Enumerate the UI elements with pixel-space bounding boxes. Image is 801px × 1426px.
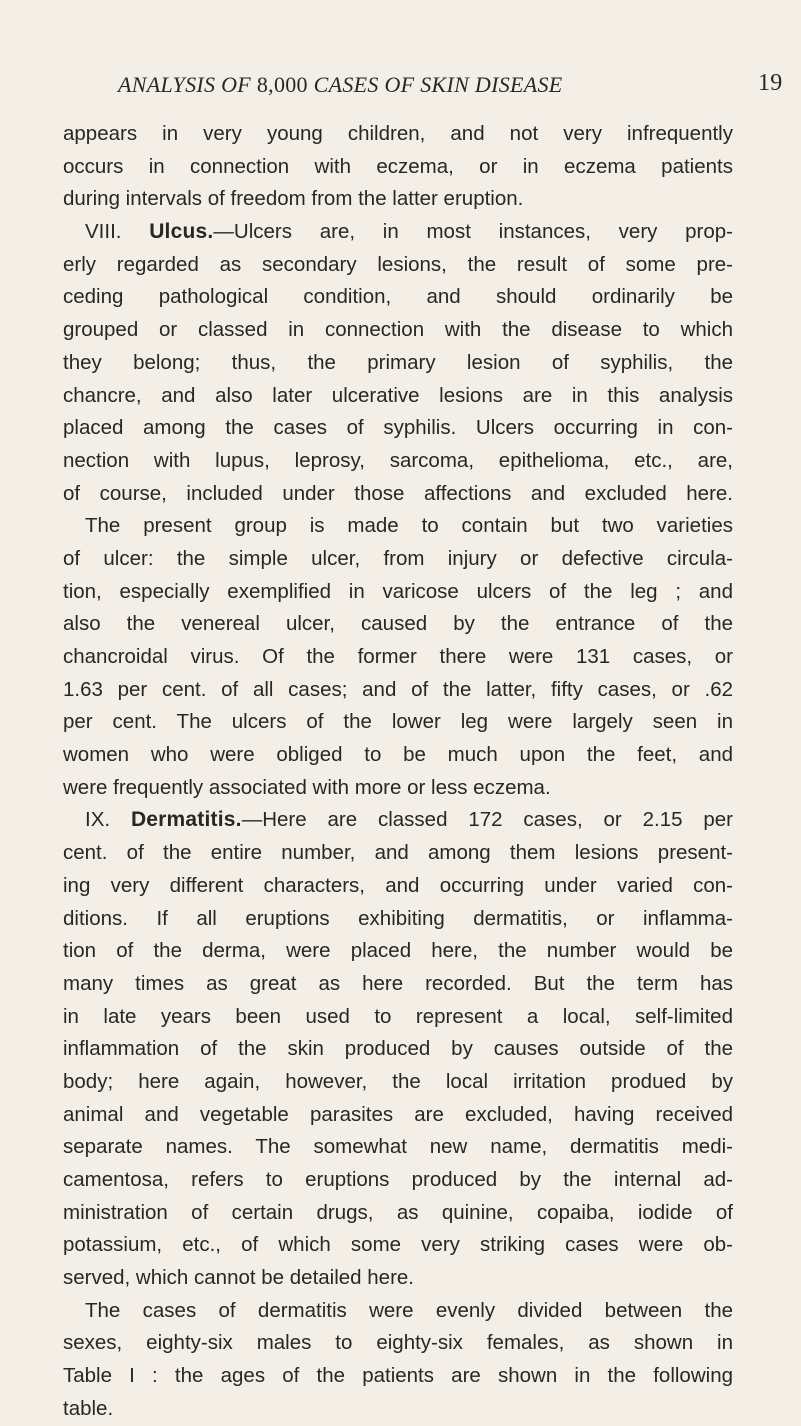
- line-text: nection with lupus, leprosy, sarcoma, epithelioma, etc., are,: [63, 448, 733, 472]
- text-line: [63, 674, 733, 707]
- text-line: [63, 314, 733, 347]
- line-text: occurs in connection with eczema, or in eczema patients: [63, 154, 733, 178]
- line-text: women who were obliged to be much upon the feet, and: [63, 743, 733, 767]
- text-line: [63, 1131, 733, 1164]
- text-line: [63, 706, 733, 739]
- line-text: Table I : the ages of the patients are shown in the following: [63, 1364, 733, 1388]
- text-line: [63, 216, 733, 249]
- line-text: served, which cannot be detailed here.: [63, 1266, 415, 1290]
- body-text: [63, 118, 733, 1426]
- line-text: chancre, and also later ulcerative lesions are in this analysis: [63, 383, 733, 407]
- header-title-part2: CASES OF SKIN DISEASE: [307, 72, 563, 97]
- line-text: in late years been used to represent a local, self-limited: [63, 1004, 733, 1028]
- line-text: they belong; thus, the primary lesion of syphilis, the: [63, 350, 733, 374]
- text-line: [63, 1164, 733, 1197]
- line-text: of course, included under those affections and excluded here.: [63, 481, 733, 505]
- text-line: [63, 1197, 733, 1230]
- line-text: placed among the cases of syphilis. Ulcers occurring in con-: [63, 416, 733, 440]
- line-text: were frequently associated with more or less eczema.: [63, 775, 551, 799]
- text-line: [63, 641, 733, 674]
- running-header: [118, 70, 783, 98]
- text-line: [63, 1033, 733, 1066]
- line-text: erly regarded as secondary lesions, the result of some pre-: [63, 252, 733, 276]
- line-text: tion of the derma, were placed here, the number would be: [63, 939, 733, 963]
- text-line: [63, 837, 733, 870]
- text-line: [63, 1099, 733, 1132]
- line-text: also the venereal ulcer, caused by the entrance of the: [63, 612, 733, 636]
- line-text: camentosa, refers to eruptions produced by the internal ad-: [63, 1168, 733, 1191]
- line-text: ceding pathological condition, and should ordinarily be: [63, 285, 733, 309]
- text-line: [63, 804, 733, 837]
- page-number: 19: [758, 70, 783, 96]
- text-line: [63, 1229, 733, 1262]
- text-line: [63, 281, 733, 314]
- text-line: [63, 1393, 733, 1426]
- line-text: body; here again, however, the local irritation produed by: [63, 1069, 733, 1093]
- text-line: [63, 1066, 733, 1099]
- text-line: [63, 935, 733, 968]
- line-text: tion, especially exemplified in varicose ulcers of the leg ; and: [63, 579, 733, 603]
- text-line: [63, 478, 733, 511]
- section-heading: Ulcus.: [149, 220, 214, 244]
- header-title-count: 8,000: [256, 72, 308, 97]
- text-line: [63, 1360, 733, 1393]
- text-line: [63, 739, 733, 772]
- text-line: [63, 347, 733, 380]
- line-text: sexes, eighty-six males to eighty-six females, as shown in: [63, 1331, 733, 1355]
- text-line: [63, 445, 733, 478]
- text-line: [63, 1327, 733, 1360]
- line-text: —Here are classed 172 cases, or 2.15 per: [241, 808, 733, 832]
- text-line: [63, 380, 733, 413]
- line-text: per cent. The ulcers of the lower leg were largely seen in: [63, 710, 733, 734]
- line-text: ing very different characters, and occurring under varied con-: [63, 873, 733, 897]
- line-text: animal and vegetable parasites are excluded, having received: [63, 1102, 733, 1126]
- text-line: [63, 903, 733, 936]
- text-line: [63, 249, 733, 282]
- line-text: 1.63 per cent. of all cases; and of the latter, fifty cases, or .62: [63, 677, 733, 701]
- line-text: inflammation of the skin produced by causes outside of the: [63, 1037, 733, 1061]
- line-text: table.: [63, 1396, 114, 1420]
- line-text: potassium, etc., of which some very striking cases were ob-: [63, 1233, 733, 1257]
- text-line: [63, 543, 733, 576]
- line-text: cent. of the entire number, and among them lesions present-: [63, 841, 733, 865]
- line-text: —Ulcers are, in most instances, very prop-: [213, 220, 733, 244]
- header-title-part1: ANALYSIS OF: [118, 72, 257, 97]
- line-text: chancroidal virus. Of the former there were 131 cases, or: [63, 645, 733, 668]
- line-text: ministration of certain drugs, as quinine, copaiba, iodide of: [63, 1200, 733, 1224]
- section-number: VIII.: [85, 220, 150, 244]
- text-line: [63, 1262, 733, 1295]
- line-text: ditions. If all eruptions exhibiting dermatitis, or inflamma-: [63, 906, 733, 930]
- text-line: [63, 608, 733, 641]
- text-line: [63, 412, 733, 445]
- section-heading: Dermatitis.: [130, 808, 242, 832]
- text-line: [63, 151, 733, 184]
- text-line: [63, 870, 733, 903]
- line-text: grouped or classed in connection with the disease to which: [63, 318, 733, 342]
- text-line: [63, 772, 733, 805]
- text-line: [63, 968, 733, 1001]
- line-text: The cases of dermatitis were evenly divided between the: [85, 1298, 733, 1322]
- line-text: separate names. The somewhat new name, dermatitis medi-: [63, 1135, 733, 1159]
- line-text: many times as great as here recorded. But the term has: [63, 971, 733, 995]
- text-line: [63, 510, 733, 543]
- text-line: [63, 183, 733, 216]
- line-text: of ulcer: the simple ulcer, from injury or defective circula-: [63, 546, 733, 570]
- line-text: during intervals of freedom from the latter eruption.: [63, 187, 524, 211]
- text-line: [63, 118, 733, 151]
- line-text: appears in very young children, and not very infrequently: [63, 122, 733, 145]
- section-number: IX.: [85, 808, 131, 832]
- line-text: The present group is made to contain but two varieties: [85, 514, 733, 538]
- text-line: [63, 1001, 733, 1034]
- text-line: [63, 1295, 733, 1328]
- text-line: [63, 576, 733, 609]
